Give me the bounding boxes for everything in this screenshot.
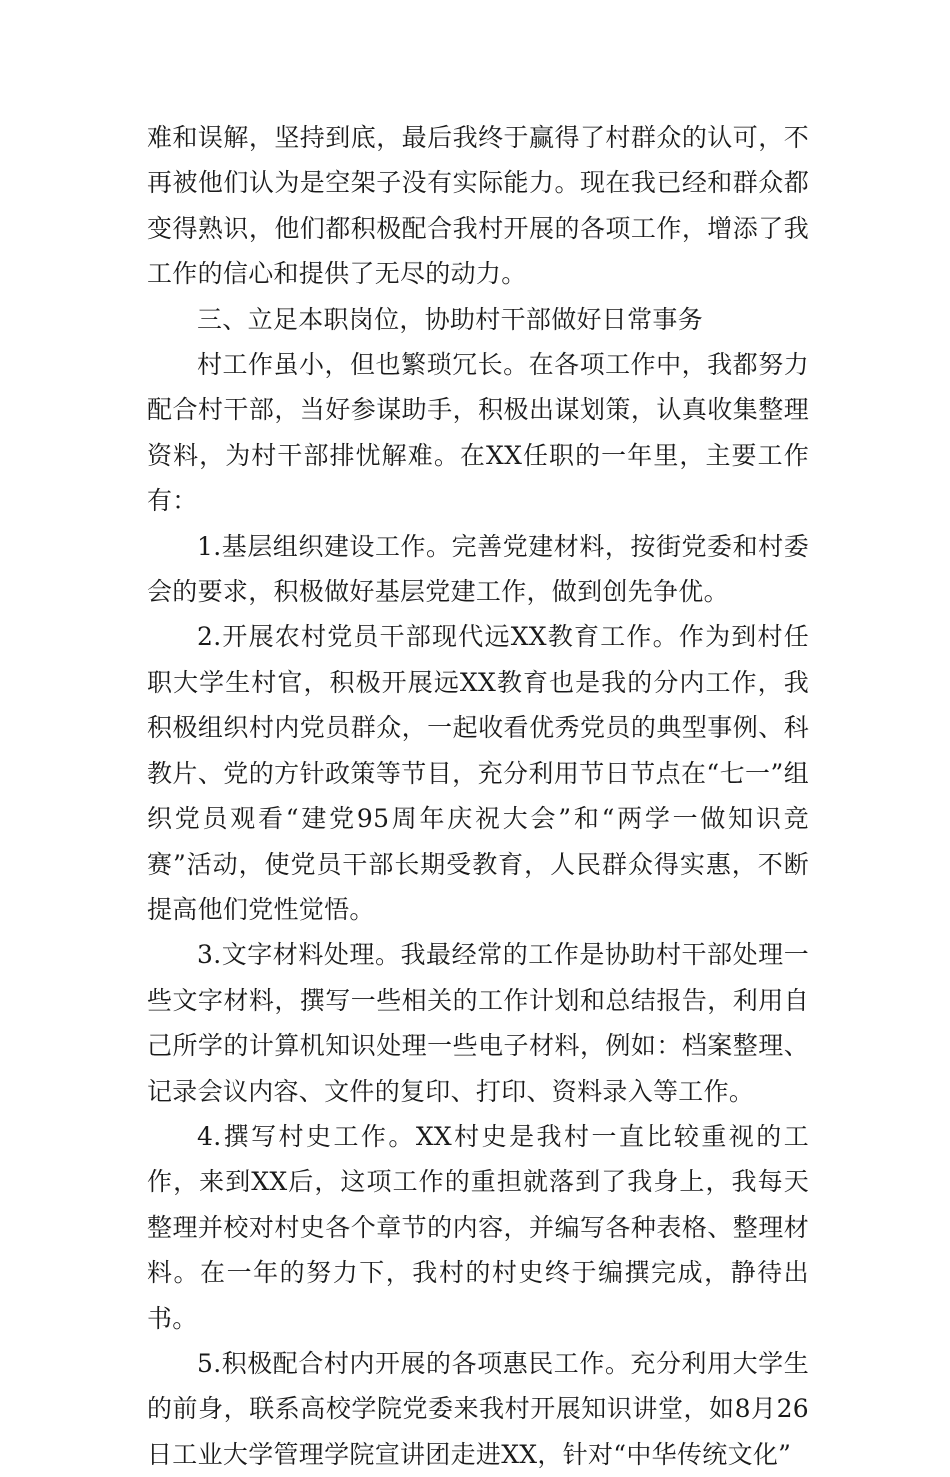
list-item-5: 5.积极配合村内开展的各项惠民工作。充分利用大学生的前身，联系高校学院党委来我村开展知识讲堂，如8月26日工业大学管理学院宣讲团走进XX，针对“中华传统文化” [147,1348,809,1469]
list-item-3: 3.文字材料处理。我最经常的工作是协助村干部处理一些文字材料，撰写一些相关的工作计划和总结报告，利用自己所学的计算机知识处理一些电子材料，例如：档案整理、记录会议内容、文件的复印、打印、资料录入等工作。 [147,940,809,1106]
section-heading-3: 三、立足本职岗位，协助村干部做好日常事务 [197,304,704,334]
list-item-2: 2.开展农村党员干部现代远XX教育工作。作为到村任职大学生村官，积极开展远XX教育也是我的分内工作，我积极组织村内党员群众，一起收看优秀党员的典型事例、科教片、党的方针政策等节目，充分利用节日节点在“七一”组织党员观看“建党95周年庆祝大会”和“两学一做知识竞赛”活动，使党员干部长期受教育，人民群众得实惠，不断提高他们党性觉悟。 [147,622,809,924]
document-body [147,115,809,1477]
paragraph-intro: 村工作虽小，但也繁琐冗长。在各项工作中，我都努力配合村干部，当好参谋助手，积极出谋划策，认真收集整理资料，为村干部排忧解难。在XX任职的一年里，主要工作有： [147,350,809,516]
list-item-1: 1.基层组织建设工作。完善党建材料，按街党委和村委会的要求，积极做好基层党建工作，做到创先争优。 [147,531,809,607]
paragraph-continued: 难和误解，坚持到底，最后我终于赢得了村群众的认可，不再被他们认为是空架子没有实际能力。现在我已经和群众都变得熟识，他们都积极配合我村开展的各项工作，增添了我工作的信心和提供了无尽的动力。 [147,123,809,289]
list-item-4: 4.撰写村史工作。XX村史是我村一直比较重视的工作，来到XX后，这项工作的重担就落到了我身上，我每天整理并校对村史各个章节的内容，并编写各种表格、整理材料。在一年的努力下，我村的村史终于编撰完成，静待出书。 [147,1121,809,1333]
